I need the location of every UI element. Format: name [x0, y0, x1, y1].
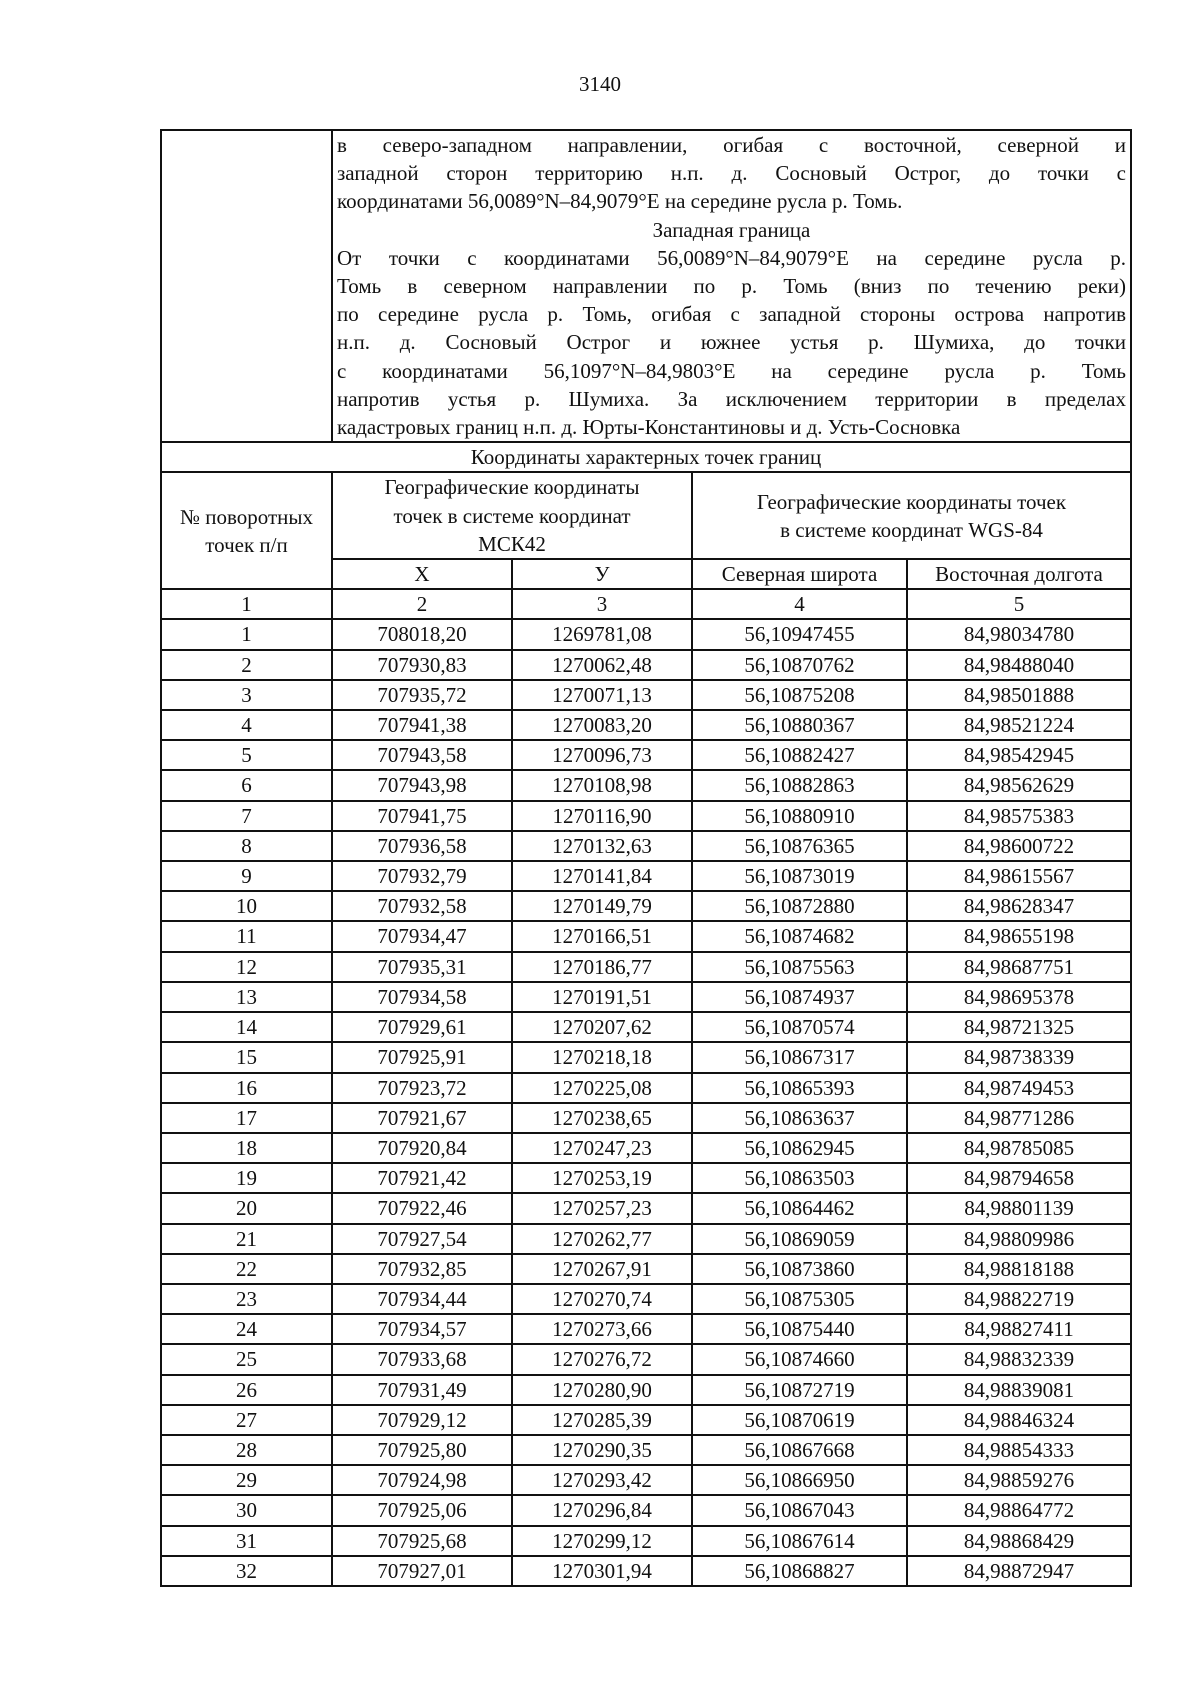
text-line: в северо-западном направлении, огибая с восточной, северной и [337, 133, 1126, 157]
cell-longitude: 84,98864772 [907, 1495, 1131, 1525]
cell-x: 707922,46 [332, 1193, 512, 1223]
page-number: 3140 [579, 72, 621, 96]
cell-y: 1270186,77 [512, 952, 692, 982]
cell-x: 707934,57 [332, 1314, 512, 1344]
column-number-row [161, 589, 1131, 619]
cell-point-number: 6 [161, 770, 332, 800]
cell-longitude: 84,98832339 [907, 1344, 1131, 1374]
cell-y: 1270132,63 [512, 831, 692, 861]
cell-y: 1270218,18 [512, 1042, 692, 1072]
cell-y: 1270166,51 [512, 921, 692, 951]
cell-y: 1269781,08 [512, 619, 692, 649]
cell-longitude: 84,98501888 [907, 680, 1131, 710]
cell-point-number: 30 [161, 1495, 332, 1525]
boundary-table [160, 129, 1132, 1587]
header-y: У [512, 559, 692, 589]
cell-x: 707929,12 [332, 1405, 512, 1435]
cell-point-number: 7 [161, 801, 332, 831]
cell-point-number: 27 [161, 1405, 332, 1435]
cell-longitude: 84,98542945 [907, 740, 1131, 770]
intro-paragraph [337, 131, 1126, 216]
cell-x: 708018,20 [332, 619, 512, 649]
cell-x: 707932,85 [332, 1254, 512, 1284]
cell-latitude: 56,10874937 [692, 982, 907, 1012]
cell-latitude: 56,10865393 [692, 1073, 907, 1103]
cell-y: 1270296,84 [512, 1495, 692, 1525]
cell-y: 1270267,91 [512, 1254, 692, 1284]
table-row [161, 801, 1131, 831]
cell-y: 1270293,42 [512, 1465, 692, 1495]
cell-latitude: 56,10872719 [692, 1375, 907, 1405]
description-empty-cell [161, 130, 332, 442]
cell-latitude: 56,10869059 [692, 1224, 907, 1254]
cell-point-number: 19 [161, 1163, 332, 1193]
cell-y: 1270299,12 [512, 1526, 692, 1556]
cell-longitude: 84,98854333 [907, 1435, 1131, 1465]
cell-point-number: 3 [161, 680, 332, 710]
table-row [161, 1556, 1131, 1586]
cell-x: 707927,01 [332, 1556, 512, 1586]
cell-y: 1270207,62 [512, 1012, 692, 1042]
cell-y: 1270273,66 [512, 1314, 692, 1344]
header-longitude: Восточная долгота [907, 559, 1131, 589]
cell-longitude: 84,98822719 [907, 1284, 1131, 1314]
table-row [161, 1405, 1131, 1435]
cell-latitude: 56,10867614 [692, 1526, 907, 1556]
cell-x: 707934,47 [332, 921, 512, 951]
table-row [161, 740, 1131, 770]
cell-longitude: 84,98827411 [907, 1314, 1131, 1344]
cell-latitude: 56,10863637 [692, 1103, 907, 1133]
text-line: координатами 56,0089°N–84,9079°E на середине русла р. Томь. [337, 189, 903, 214]
cell-y: 1270108,98 [512, 770, 692, 800]
cell-latitude: 56,10880910 [692, 801, 907, 831]
description-row [161, 130, 1131, 442]
cell-latitude: 56,10874682 [692, 921, 907, 951]
table-row [161, 650, 1131, 680]
text-line: Томь в северном направлении по р. Томь (вниз по течению реки) [337, 274, 1126, 299]
cell-point-number: 29 [161, 1465, 332, 1495]
cell-y: 1270280,90 [512, 1375, 692, 1405]
cell-x: 707924,98 [332, 1465, 512, 1495]
cell-latitude: 56,10882427 [692, 740, 907, 770]
description-cell [332, 130, 1131, 442]
cell-longitude: 84,98034780 [907, 619, 1131, 649]
cell-y: 1270071,13 [512, 680, 692, 710]
table-row [161, 1465, 1131, 1495]
cell-latitude: 56,10873019 [692, 861, 907, 891]
cell-x: 707930,83 [332, 650, 512, 680]
header-msk42-group: Географические координаты точек в системе координат МСК42 [332, 472, 692, 559]
cell-point-number: 4 [161, 710, 332, 740]
cell-point-number: 22 [161, 1254, 332, 1284]
cell-point-number: 12 [161, 952, 332, 982]
cell-longitude: 84,98818188 [907, 1254, 1131, 1284]
table-row [161, 1495, 1131, 1525]
text-line: кадастровых границ н.п. д. Юрты-Константиновы и д. Усть-Сосновка [337, 415, 961, 440]
cell-longitude: 84,98801139 [907, 1193, 1131, 1223]
cell-point-number: 15 [161, 1042, 332, 1072]
west-border-paragraph [337, 244, 1126, 441]
table-row [161, 1284, 1131, 1314]
cell-longitude: 84,98655198 [907, 921, 1131, 951]
cell-point-number: 28 [161, 1435, 332, 1465]
cell-latitude: 56,10874660 [692, 1344, 907, 1374]
cell-x: 707925,68 [332, 1526, 512, 1556]
cell-latitude: 56,10880367 [692, 710, 907, 740]
column-number: 1 [161, 589, 332, 619]
table-row [161, 770, 1131, 800]
cell-y: 1270262,77 [512, 1224, 692, 1254]
cell-longitude: 84,98488040 [907, 650, 1131, 680]
cell-y: 1270062,48 [512, 650, 692, 680]
text-line: От точки с координатами 56,0089°N–84,9079°E на середине русла р. [337, 245, 1126, 270]
table-row [161, 1103, 1131, 1133]
table-row [161, 1526, 1131, 1556]
cell-longitude: 84,98600722 [907, 831, 1131, 861]
cell-longitude: 84,98562629 [907, 770, 1131, 800]
table-row [161, 891, 1131, 921]
table-row [161, 921, 1131, 951]
cell-longitude: 84,98521224 [907, 710, 1131, 740]
cell-longitude: 84,98771286 [907, 1103, 1131, 1133]
cell-x: 707934,44 [332, 1284, 512, 1314]
cell-x: 707934,58 [332, 982, 512, 1012]
cell-latitude: 56,10872880 [692, 891, 907, 921]
cell-point-number: 1 [161, 619, 332, 649]
text-line: с координатами 56,1097°N–84,9803°E на середине русла р. Томь [337, 358, 1126, 383]
cell-y: 1270290,35 [512, 1435, 692, 1465]
table-row [161, 1133, 1131, 1163]
cell-y: 1270276,72 [512, 1344, 692, 1374]
cell-x: 707933,68 [332, 1344, 512, 1374]
cell-point-number: 31 [161, 1526, 332, 1556]
header-wgs84-group: Географические координаты точек в системе координат WGS-84 [692, 472, 1131, 559]
table-row [161, 1042, 1131, 1072]
table-row [161, 861, 1131, 891]
cell-latitude: 56,10863503 [692, 1163, 907, 1193]
cell-longitude: 84,98687751 [907, 952, 1131, 982]
cell-x: 707925,91 [332, 1042, 512, 1072]
table-row [161, 1193, 1131, 1223]
text-line: западной сторон территорию н.п. д. Сосновый Острог, до точки с [337, 161, 1126, 186]
table-row [161, 831, 1131, 861]
cell-longitude: 84,98721325 [907, 1012, 1131, 1042]
header-point-number: № поворотных точек п/п [161, 472, 332, 589]
cell-y: 1270301,94 [512, 1556, 692, 1586]
table-row [161, 1224, 1131, 1254]
cell-x: 707935,31 [332, 952, 512, 982]
cell-x: 707943,58 [332, 740, 512, 770]
column-number: 3 [512, 589, 692, 619]
cell-latitude: 56,10868827 [692, 1556, 907, 1586]
table-row [161, 1163, 1131, 1193]
cell-latitude: 56,10870619 [692, 1405, 907, 1435]
table-row [161, 1073, 1131, 1103]
cell-point-number: 25 [161, 1344, 332, 1374]
cell-y: 1270253,19 [512, 1163, 692, 1193]
cell-x: 707935,72 [332, 680, 512, 710]
cell-point-number: 26 [161, 1375, 332, 1405]
text-line: напротив устья р. Шумиха. За исключением территории в пределах [337, 386, 1126, 411]
cell-point-number: 8 [161, 831, 332, 861]
cell-longitude: 84,98839081 [907, 1375, 1131, 1405]
cell-point-number: 23 [161, 1284, 332, 1314]
cell-latitude: 56,10947455 [692, 619, 907, 649]
cell-x: 707925,06 [332, 1495, 512, 1525]
cell-x: 707923,72 [332, 1073, 512, 1103]
cell-latitude: 56,10867317 [692, 1042, 907, 1072]
cell-longitude: 84,98695378 [907, 982, 1131, 1012]
cell-latitude: 56,10875440 [692, 1314, 907, 1344]
table-row [161, 952, 1131, 982]
cell-y: 1270247,23 [512, 1133, 692, 1163]
cell-point-number: 2 [161, 650, 332, 680]
cell-point-number: 32 [161, 1556, 332, 1586]
cell-latitude: 56,10866950 [692, 1465, 907, 1495]
cell-x: 707929,61 [332, 1012, 512, 1042]
cell-y: 1270225,08 [512, 1073, 692, 1103]
header-row-group [161, 472, 1131, 559]
cell-y: 1270238,65 [512, 1103, 692, 1133]
header-x: Х [332, 559, 512, 589]
cell-longitude: 84,98785085 [907, 1133, 1131, 1163]
cell-latitude: 56,10870574 [692, 1012, 907, 1042]
column-number: 2 [332, 589, 512, 619]
column-number: 4 [692, 589, 907, 619]
cell-latitude: 56,10875208 [692, 680, 907, 710]
cell-longitude: 84,98846324 [907, 1405, 1131, 1435]
cell-x: 707932,58 [332, 891, 512, 921]
cell-x: 707927,54 [332, 1224, 512, 1254]
cell-point-number: 18 [161, 1133, 332, 1163]
cell-latitude: 56,10873860 [692, 1254, 907, 1284]
header-latitude: Северная широта [692, 559, 907, 589]
cell-longitude: 84,98749453 [907, 1073, 1131, 1103]
table-row [161, 1012, 1131, 1042]
text-line: н.п. д. Сосновый Острог и южнее устья р. Шумиха, до точки [337, 330, 1126, 355]
cell-longitude: 84,98575383 [907, 801, 1131, 831]
cell-latitude: 56,10875563 [692, 952, 907, 982]
cell-point-number: 21 [161, 1224, 332, 1254]
cell-longitude: 84,98809986 [907, 1224, 1131, 1254]
table-row [161, 1344, 1131, 1374]
cell-longitude: 84,98615567 [907, 861, 1131, 891]
cell-x: 707925,80 [332, 1435, 512, 1465]
cell-longitude: 84,98738339 [907, 1042, 1131, 1072]
cell-point-number: 14 [161, 1012, 332, 1042]
cell-y: 1270096,73 [512, 740, 692, 770]
cell-latitude: 56,10867043 [692, 1495, 907, 1525]
cell-y: 1270149,79 [512, 891, 692, 921]
table-row [161, 1254, 1131, 1284]
cell-x: 707920,84 [332, 1133, 512, 1163]
cell-latitude: 56,10870762 [692, 650, 907, 680]
cell-x: 707932,79 [332, 861, 512, 891]
cell-y: 1270083,20 [512, 710, 692, 740]
table-row [161, 1375, 1131, 1405]
cell-x: 707931,49 [332, 1375, 512, 1405]
table-row [161, 1435, 1131, 1465]
cell-point-number: 20 [161, 1193, 332, 1223]
cell-longitude: 84,98794658 [907, 1163, 1131, 1193]
cell-point-number: 10 [161, 891, 332, 921]
caption-row [161, 442, 1131, 472]
west-border-heading: Западная граница [652, 217, 811, 242]
cell-longitude: 84,98859276 [907, 1465, 1131, 1495]
table-caption: Координаты характерных точек границ [161, 442, 1131, 472]
cell-longitude: 84,98872947 [907, 1556, 1131, 1586]
cell-point-number: 9 [161, 861, 332, 891]
cell-point-number: 16 [161, 1073, 332, 1103]
cell-latitude: 56,10876365 [692, 831, 907, 861]
cell-latitude: 56,10875305 [692, 1284, 907, 1314]
cell-y: 1270141,84 [512, 861, 692, 891]
cell-x: 707943,98 [332, 770, 512, 800]
cell-latitude: 56,10882863 [692, 770, 907, 800]
cell-y: 1270191,51 [512, 982, 692, 1012]
table-row [161, 1314, 1131, 1344]
cell-y: 1270285,39 [512, 1405, 692, 1435]
table-row [161, 982, 1131, 1012]
cell-latitude: 56,10867668 [692, 1435, 907, 1465]
cell-point-number: 24 [161, 1314, 332, 1344]
cell-y: 1270116,90 [512, 801, 692, 831]
cell-y: 1270257,23 [512, 1193, 692, 1223]
cell-point-number: 11 [161, 921, 332, 951]
cell-x: 707921,42 [332, 1163, 512, 1193]
cell-point-number: 13 [161, 982, 332, 1012]
table-row [161, 680, 1131, 710]
cell-longitude: 84,98868429 [907, 1526, 1131, 1556]
column-number: 5 [907, 589, 1131, 619]
table-row [161, 710, 1131, 740]
cell-y: 1270270,74 [512, 1284, 692, 1314]
cell-latitude: 56,10862945 [692, 1133, 907, 1163]
table-row [161, 619, 1131, 649]
cell-x: 707936,58 [332, 831, 512, 861]
text-line: по середине русла р. Томь, огибая с западной стороны острова напротив [337, 302, 1126, 327]
cell-x: 707921,67 [332, 1103, 512, 1133]
cell-point-number: 5 [161, 740, 332, 770]
cell-x: 707941,75 [332, 801, 512, 831]
cell-point-number: 17 [161, 1103, 332, 1133]
cell-longitude: 84,98628347 [907, 891, 1131, 921]
cell-latitude: 56,10864462 [692, 1193, 907, 1223]
cell-x: 707941,38 [332, 710, 512, 740]
